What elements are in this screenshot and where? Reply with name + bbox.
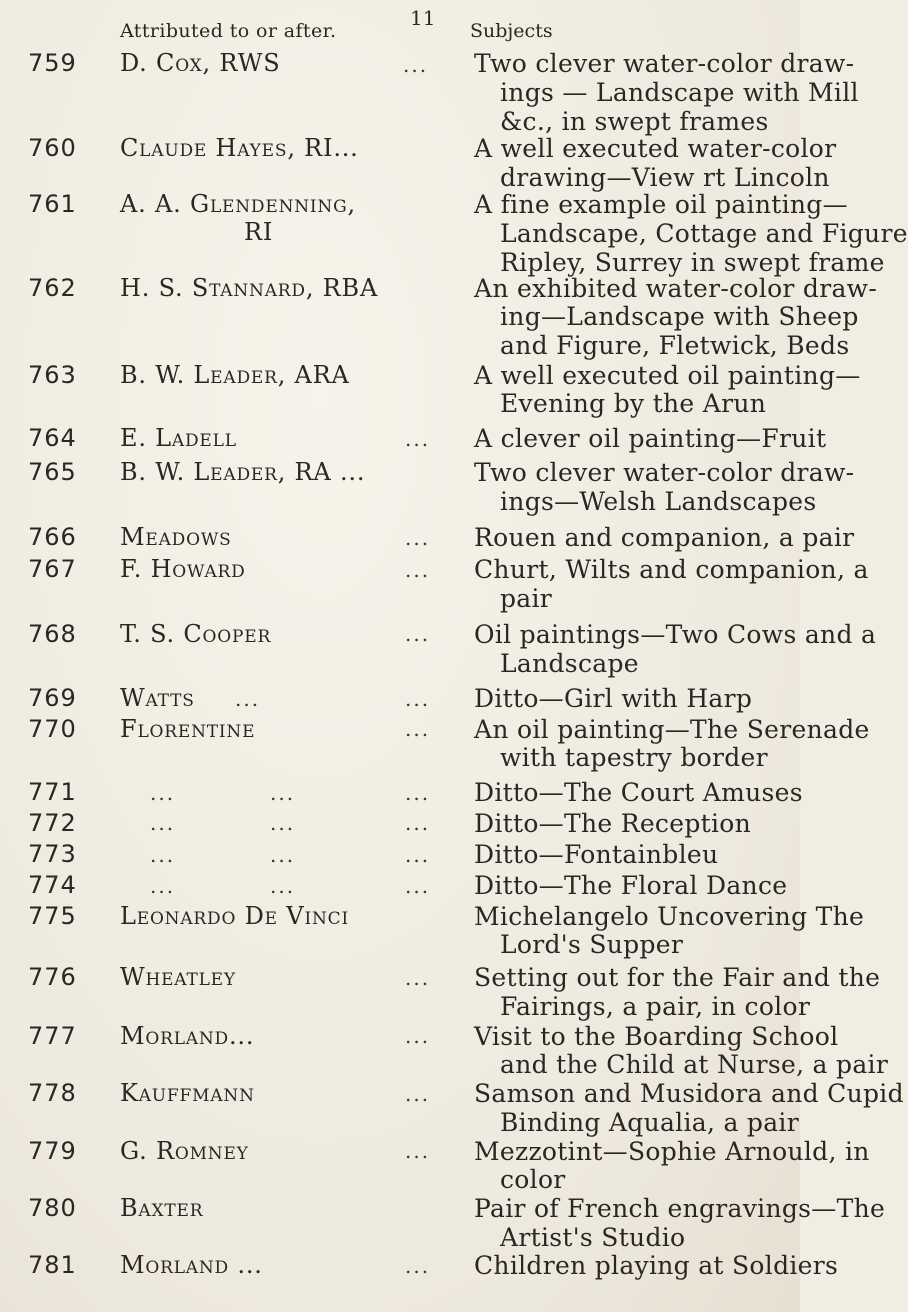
lot-subject: Two clever water-color draw-: [474, 458, 855, 487]
lot-subject: A well executed oil painting—: [474, 361, 861, 390]
lot-artist: Baxter: [120, 1194, 204, 1222]
lot-subject: color: [500, 1165, 566, 1194]
lot-artist: Leonardo De Vinci: [120, 902, 349, 930]
lot-number: 767: [28, 555, 77, 583]
leader-dots: ...: [405, 427, 431, 451]
lot-artist: B. W. Leader, RA ...: [120, 458, 366, 486]
lot-subject: Lord's Supper: [500, 930, 684, 959]
lot-subject: pair: [500, 584, 553, 613]
lot-number: 780: [28, 1194, 77, 1222]
lot-artist: D. Cox, RWS: [120, 49, 281, 77]
lot-artist: F. Howard: [120, 555, 246, 583]
leader-dots: ...: [150, 843, 176, 867]
lot-number: 779: [28, 1137, 77, 1165]
leader-dots: ...: [150, 874, 176, 898]
lot-subject: An oil painting—The Serenade: [474, 715, 870, 744]
leader-dots: ...: [405, 874, 431, 898]
leader-dots: ...: [405, 1254, 431, 1278]
leader-dots: ...: [150, 811, 176, 835]
lot-subject: A well executed water-color: [474, 134, 837, 163]
lot-subject: Rouen and companion, a pair: [474, 523, 855, 552]
leader-dots: ...: [270, 811, 296, 835]
lot-subject: and the Child at Nurse, a pair: [500, 1050, 889, 1079]
lot-number: 762: [28, 274, 77, 302]
lot-subject: Visit to the Boarding School: [474, 1022, 839, 1051]
leader-dots: ...: [405, 966, 431, 990]
lot-number: 759: [28, 49, 77, 77]
lot-subject: Ditto—The Reception: [474, 809, 752, 838]
lot-number: 765: [28, 458, 77, 486]
lot-subject: Churt, Wilts and companion, a: [474, 555, 869, 584]
lot-artist: Wheatley: [120, 963, 236, 991]
lot-number: 770: [28, 715, 77, 743]
lot-subject: Oil paintings—Two Cows and a: [474, 620, 877, 649]
lot-artist: A. A. Glendenning,: [120, 190, 356, 218]
lot-subject: ing—Landscape with Sheep: [500, 302, 859, 331]
leader-dots: ...: [235, 687, 261, 711]
lot-subject: Fairings, a pair, in color: [500, 992, 811, 1021]
leader-dots: ...: [405, 1024, 431, 1048]
leader-dots: ...: [405, 717, 431, 741]
lot-artist: G. Romney: [120, 1137, 249, 1165]
lot-artist: T. S. Cooper: [120, 620, 272, 648]
leader-dots: ...: [405, 558, 431, 582]
lot-subject: Ripley, Surrey in swept frame: [500, 248, 885, 277]
lot-subject: Binding Aqualia, a pair: [500, 1108, 799, 1137]
leader-dots: ...: [270, 874, 296, 898]
lot-artist: RI: [244, 218, 274, 246]
lot-number: 769: [28, 684, 77, 712]
leader-dots: ...: [405, 622, 431, 646]
leader-dots: ...: [150, 781, 176, 805]
leader-dots: ...: [405, 526, 431, 550]
leader-dots: ...: [270, 781, 296, 805]
lot-number: 775: [28, 902, 77, 930]
lot-number: 760: [28, 134, 77, 162]
lot-artist: E. Ladell: [120, 424, 237, 452]
lot-subject: Setting out for the Fair and the: [474, 963, 881, 992]
lot-artist: B. W. Leader, ARA: [120, 361, 350, 389]
lot-number: 764: [28, 424, 77, 452]
lot-artist: Morland...: [120, 1022, 255, 1050]
lot-artist: Morland ...: [120, 1251, 263, 1279]
lot-number: 771: [28, 778, 77, 806]
lot-subject: Ditto—Girl with Harp: [474, 684, 753, 713]
lot-subject: Pair of French engravings—The: [474, 1194, 886, 1223]
lot-number: 781: [28, 1251, 77, 1279]
lot-subject: Michelangelo Uncovering The: [474, 902, 865, 931]
lot-subject: A clever oil painting—Fruit: [474, 424, 827, 453]
lot-subject: Landscape, Cottage and Figure: [500, 219, 908, 248]
leader-dots: ...: [270, 843, 296, 867]
lot-number: 772: [28, 809, 77, 837]
lot-subject: &c., in swept frames: [500, 107, 769, 136]
lot-artist: Meadows: [120, 523, 232, 551]
leader-dots: ...: [405, 811, 431, 835]
leader-dots: ...: [405, 781, 431, 805]
lot-subject: Mezzotint—Sophie Arnould, in: [474, 1137, 870, 1166]
lot-number: 761: [28, 190, 77, 218]
lot-subject: Landscape: [500, 649, 639, 678]
lot-subject: ings — Landscape with Mill: [500, 78, 859, 107]
lot-subject: Children playing at Soldiers: [474, 1251, 839, 1280]
lot-subject: and Figure, Fletwick, Beds: [500, 331, 850, 360]
lot-artist: H. S. Stannard, RBA: [120, 274, 379, 302]
lot-subject: Ditto—Fontainbleu: [474, 840, 719, 869]
leader-dots: ...: [403, 53, 429, 77]
lot-number: 773: [28, 840, 77, 868]
lot-subject: A fine example oil painting—: [474, 190, 848, 219]
lot-number: 763: [28, 361, 77, 389]
lot-number: 777: [28, 1022, 77, 1050]
lot-subject: ings—Welsh Landscapes: [500, 487, 817, 516]
lot-subject: Samson and Musidora and Cupid: [474, 1079, 904, 1108]
lot-artist: Watts: [120, 684, 195, 712]
column-header-attributed: Attributed to or after.: [120, 20, 337, 42]
lot-subject: Two clever water-color draw-: [474, 49, 855, 78]
lot-number: 778: [28, 1079, 77, 1107]
page-number: 11: [410, 6, 436, 30]
lot-number: 768: [28, 620, 77, 648]
lot-artist: Florentine: [120, 715, 256, 743]
lot-subject: Artist's Studio: [500, 1223, 686, 1252]
lot-number: 774: [28, 871, 77, 899]
leader-dots: ...: [405, 687, 431, 711]
leader-dots: ...: [405, 1139, 431, 1163]
lot-artist: Claude Hayes, RI...: [120, 134, 359, 162]
column-header-subjects: Subjects: [470, 20, 553, 42]
lot-artist: Kauffmann: [120, 1079, 255, 1107]
lot-subject: with tapestry border: [500, 743, 768, 772]
lot-subject: Evening by the Arun: [500, 389, 767, 418]
lot-subject: Ditto—The Court Amuses: [474, 778, 803, 807]
lot-subject: Ditto—The Floral Dance: [474, 871, 788, 900]
lot-number: 766: [28, 523, 77, 551]
lot-subject: drawing—View rt Lincoln: [500, 163, 830, 192]
lot-subject: An exhibited water-color draw-: [474, 274, 878, 303]
leader-dots: ...: [405, 1082, 431, 1106]
leader-dots: ...: [405, 843, 431, 867]
lot-number: 776: [28, 963, 77, 991]
